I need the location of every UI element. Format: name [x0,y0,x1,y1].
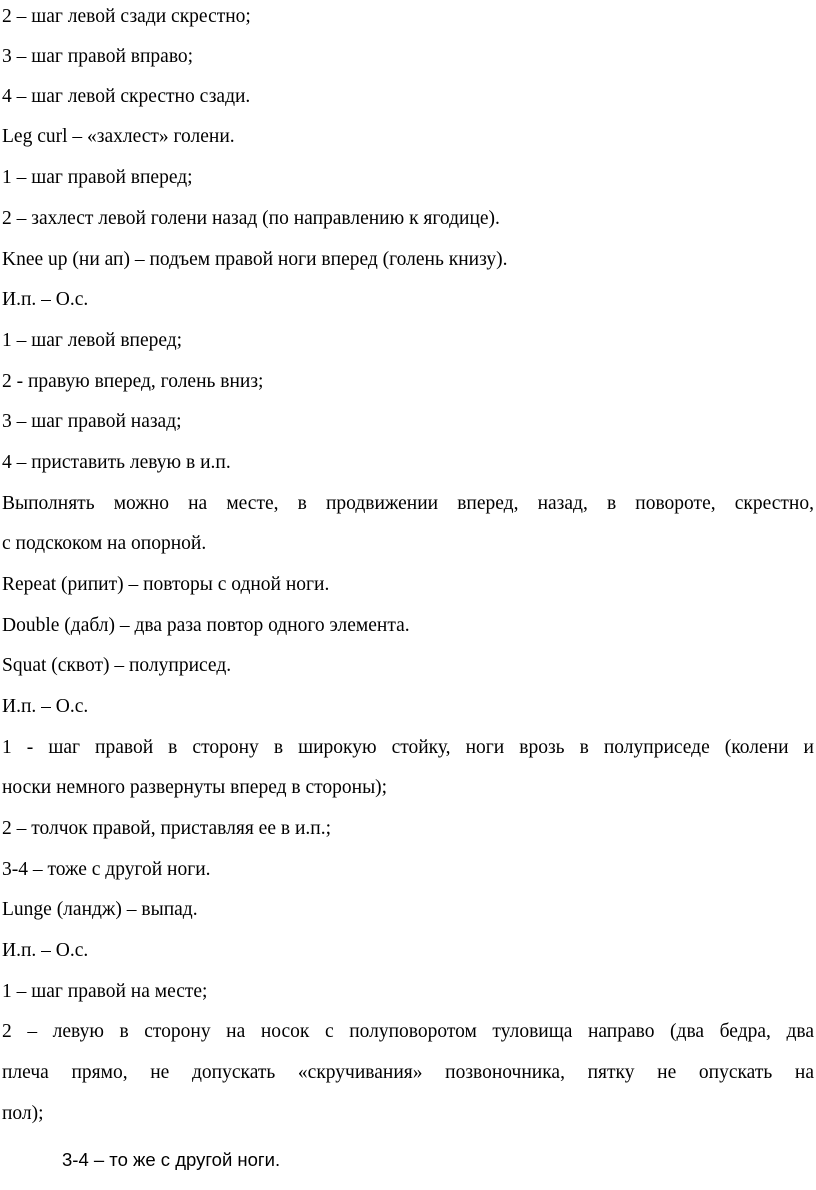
text-line: 1 – шаг левой вперед; [2,330,183,351]
text-line: 2 – толчок правой, приставляя ее в и.п.; [2,818,331,839]
text-line: Double (дабл) – два раза повтор одного элемента. [2,615,410,636]
text-line: Leg curl – «захлест» голени. [2,126,235,147]
text-line: 3 – шаг правой вправо; [2,46,194,67]
text-line: Выполнять можно на месте, в продвижении вперед, назад, в повороте, скрестно, [2,493,814,514]
text-line: 2 – шаг левой сзади скрестно; [2,6,251,27]
text-line: Lunge (ландж) – выпад. [2,899,198,920]
text-line: пол); [2,1103,44,1124]
text-line: носки немного развернуты вперед в стороны); [2,777,388,798]
text-line: И.п. – О.с. [2,289,89,310]
text-line: 3 – шаг правой назад; [2,411,182,432]
text-line: 4 – приставить левую в и.п. [2,452,231,473]
text-line: 3-4 – то же с другой ноги. [62,1149,281,1170]
text-line: 4 – шаг левой скрестно сзади. [2,86,251,107]
text-line: И.п. – О.с. [2,696,89,717]
text-line: с подскоком на опорной. [2,533,207,554]
text-line: Squat (сквот) – полуприсед. [2,655,232,676]
text-line: 1 – шаг правой на месте; [2,981,208,1002]
text-line: 2 – захлест левой голени назад (по направлению к ягодице). [2,208,500,229]
text-line: 2 - правую вперед, голень вниз; [2,371,264,392]
text-line: 2 – левую в сторону на носок с полуповоротом туловища направо (два бедра, два [2,1021,814,1042]
text-line: 1 - шаг правой в сторону в широкую стойку, ноги врозь в полуприседе (колени и [2,737,814,758]
text-line: 1 – шаг правой вперед; [2,167,193,188]
text-line: Knee up (ни ап) – подъем правой ноги вперед (голень книзу). [2,249,508,270]
text-line: И.п. – О.с. [2,940,89,961]
text-line: плеча прямо, не допускать «скручивания» позвоночника, пятку не опускать на [2,1062,814,1083]
text-line: Repeat (рипит) – повторы с одной ноги. [2,574,330,595]
text-line: 3-4 – тоже с другой ноги. [2,859,211,880]
